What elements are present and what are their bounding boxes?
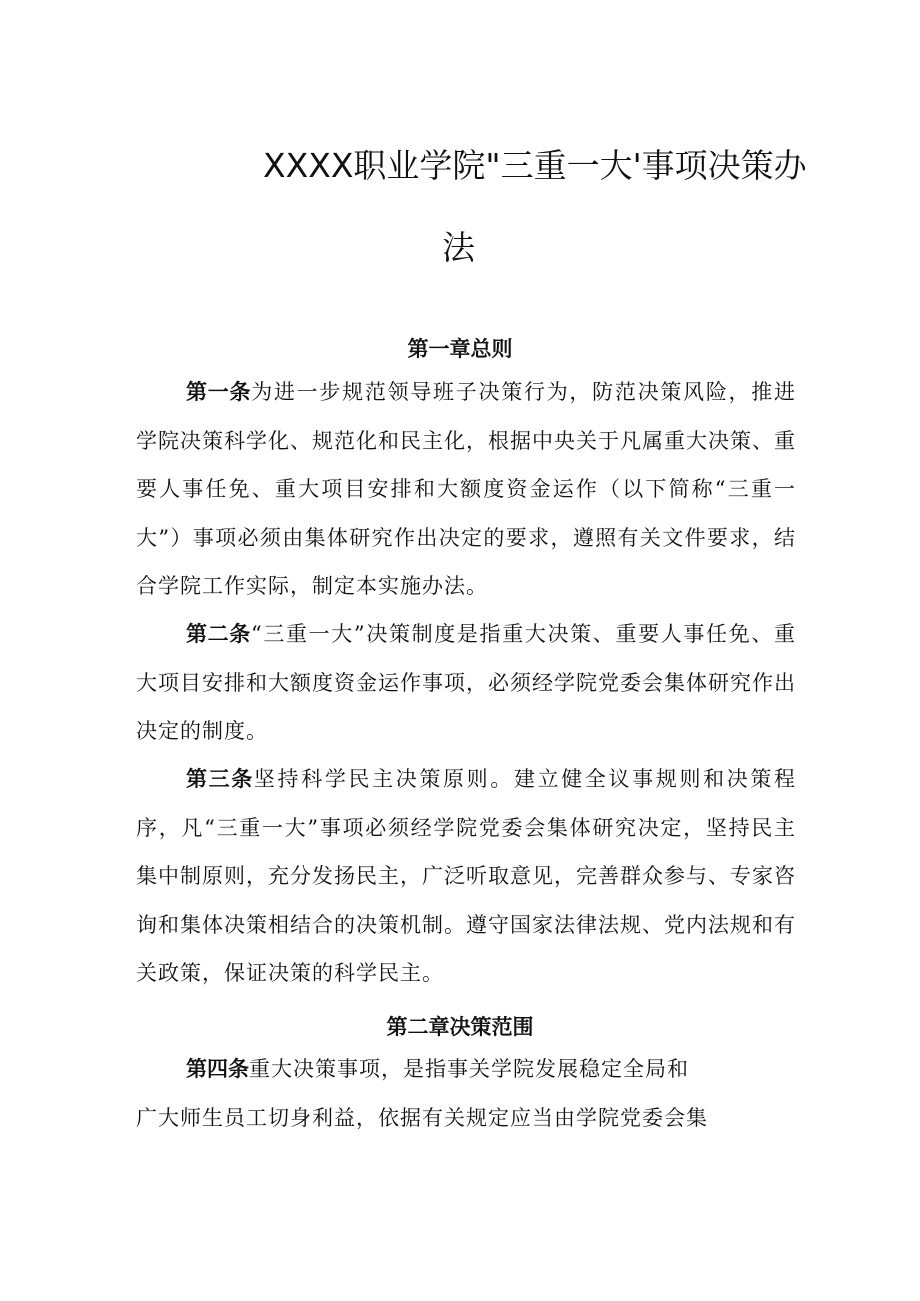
article-2-text: “三重一大”决策制度是指重大决策、重要人事任免、重大项目安排和大额度资金运作事项，必须经学院党委会集体研究作出决定的制度。 [136, 622, 796, 743]
article-4 [136, 1045, 796, 1142]
article-1-text: 为进一步规范领导班子决策行为，防范决策风险，推进学院决策科学化、规范化和民主化，根据中央关于凡属重大决策、重要人事任免、重大项目安排和大额度资金运作（以下简称“三重一大”）事项必须由集体研究作出决定的要求，遵照有关文件要求，结合学院工作实际，制定本实施办法。 [136, 380, 797, 598]
article-1-label: 第一条 [186, 380, 252, 404]
article-3 [136, 755, 796, 998]
article-2 [136, 610, 796, 756]
article-4-line2: 广大师生员工切身利益，依据有关规定应当由学院党委会集 [136, 1105, 708, 1130]
article-4-line1: 重大决策事项，是指事关学院发展稳定全局和 [249, 1057, 689, 1081]
article-2-label: 第二条 [186, 622, 251, 646]
article-3-label: 第三条 [186, 767, 254, 791]
chapter-heading-1: 第一章总则 [407, 337, 513, 361]
document-title-line1: XXXX职业学院"三重一大'事项决策办 [263, 146, 807, 185]
chapter-heading-2: 第二章决策范围 [386, 1015, 534, 1039]
article-1 [136, 368, 796, 611]
document-title-line2: 法 [442, 228, 475, 267]
article-4-label: 第四条 [186, 1057, 249, 1081]
article-3-text: 坚持科学民主决策原则。建立健全议事规则和决策程序，凡“三重一大”事项必须经学院党委会集体研究决定，坚持民主集中制原则，充分发扬民主，广泛听取意见，完善群众参与、专家咨询和集体决策相结合的决策机制。遵守国家法律法规、党内法规和有关政策，保证决策的科学民主。 [136, 767, 796, 985]
